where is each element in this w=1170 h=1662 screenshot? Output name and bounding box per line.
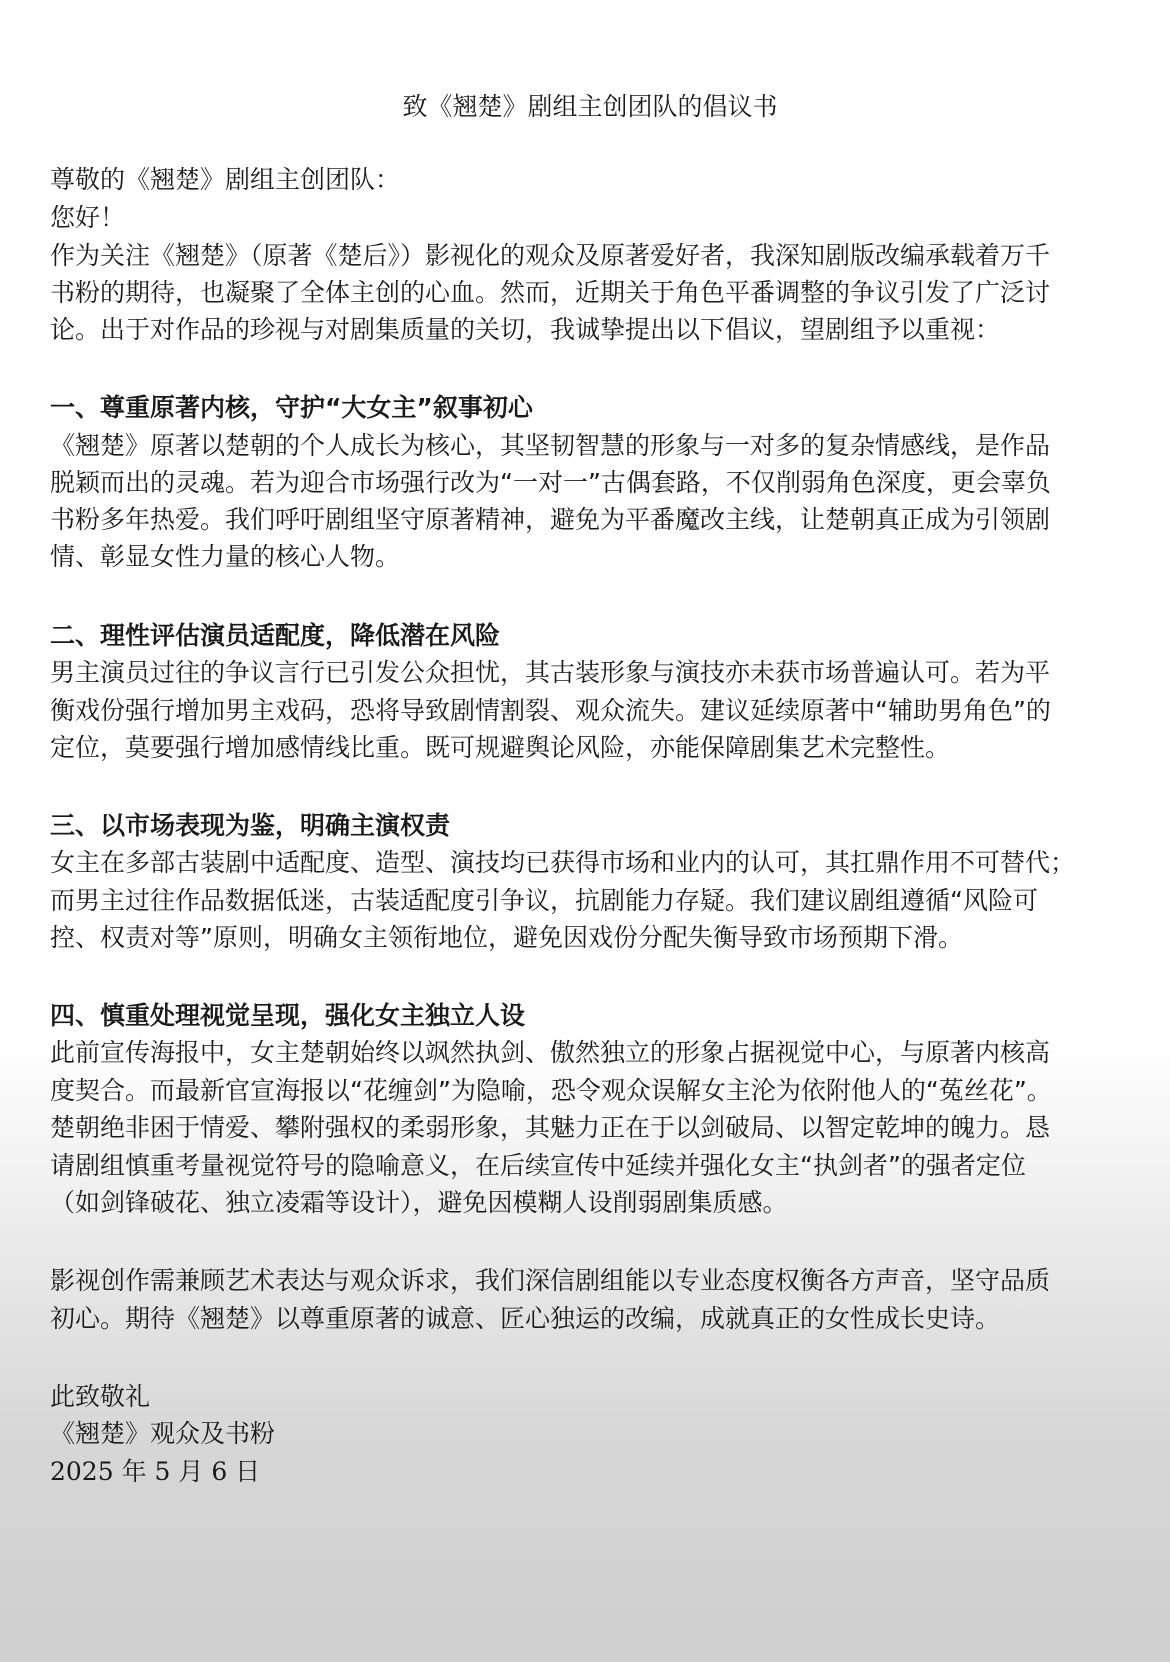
letter-date: 2025 年 5 月 6 日 — [50, 1457, 261, 1486]
section-4-line: 度契合。而最新官宣海报以“花缠剑”为隐喻，恐令观众误解女主沦为依附他人的“菟丝花”。 — [50, 1076, 1052, 1105]
section-4-line: 此前宣传海报中，女主楚朝始终以飒然执剑、傲然独立的形象占据视觉中心，与原著内核高 — [50, 1038, 1051, 1067]
intro-line: 论。出于对作品的珍视与对剧集质量的关切，我诚挚提出以下倡议，望剧组予以重视： — [50, 315, 1001, 344]
section-3-line: 控、权责对等”原则，明确女主领衔地位，避免因戏份分配失衡导致市场预期下滑。 — [50, 923, 963, 952]
section-4-line: 请剧组慎重考量视觉符号的隐喻意义，在后续宣传中延续并强化女主“执剑者”的强者定位 — [50, 1151, 1026, 1180]
section-4-line: 楚朝绝非困于情爱、攀附强权的柔弱形象，其魅力正在于以剑破局、以智定乾坤的魄力。恳 — [50, 1113, 1051, 1142]
section-3-heading: 三、以市场表现为鉴，明确主演权责 — [50, 811, 451, 840]
greeting: 您好！ — [50, 203, 126, 232]
section-1-line: 《翘楚》原著以楚朝的个人成长为核心，其坚韧智慧的形象与一对多的复杂情感线，是作品 — [50, 431, 1051, 460]
closing: 此致敬礼 — [50, 1382, 151, 1411]
section-2-line: 衡戏份强行增加男主戏码，恐将导致剧情割裂、观众流失。建议延续原著中“辅助男角色”的 — [50, 696, 1051, 725]
section-1-line: 书粉多年热爱。我们呼吁剧组坚守原著精神，避免为平番魔改主线，让楚朝真正成为引领剧 — [50, 505, 1051, 534]
section-3-line: 而男主过往作品数据低迷，古装适配度引争议，抗剧能力存疑。我们建议剧组遵循“风险可 — [50, 886, 1038, 915]
intro-line: 作为关注《翘楚》（原著《楚后》）影视化的观众及原著爱好者，我深知剧版改编承载着万千 — [50, 241, 1051, 270]
section-2-line: 男主演员过往的争议言行已引发公众担忧，其古装形象与演技亦未获市场普遍认可。若为平 — [50, 658, 1051, 687]
salutation: 尊敬的《翘楚》剧组主创团队： — [50, 165, 401, 194]
section-1-line: 情、彰显女性力量的核心人物。 — [50, 542, 401, 571]
section-1-heading: 一、尊重原著内核，守护“大女主”叙事初心 — [50, 393, 533, 422]
section-4-heading: 四、慎重处理视觉呈现，强化女主独立人设 — [50, 1001, 526, 1030]
section-1-line: 脱颖而出的灵魂。若为迎合市场强行改为“一对一”古偶套路，不仅削弱角色深度，更会辜负 — [50, 468, 1051, 497]
letter-title: 致《翘楚》剧组主创团队的倡议书 — [402, 92, 778, 121]
signature: 《翘楚》观众及书粉 — [50, 1419, 276, 1448]
conclusion-line: 初心。期待《翘楚》以尊重原著的诚意、匠心独运的改编，成就真正的女性成长史诗。 — [50, 1304, 1001, 1333]
section-2-line: 定位，莫要强行增加感情线比重。既可规避舆论风险，亦能保障剧集艺术完整性。 — [50, 733, 951, 762]
section-3-line: 女主在多部古装剧中适配度、造型、演技均已获得市场和业内的认可，其扛鼎作用不可替代； — [50, 848, 1076, 877]
section-4-line: （如剑锋破花、独立凌霜等设计），避免因模糊人设削弱剧集质感。 — [50, 1188, 788, 1217]
intro-line: 书粉的期待，也凝聚了全体主创的心血。然而，近期关于角色平番调整的争议引发了广泛讨 — [50, 278, 1051, 307]
section-2-heading: 二、理性评估演员适配度，降低潜在风险 — [50, 621, 501, 650]
conclusion-line: 影视创作需兼顾艺术表达与观众诉求，我们深信剧组能以专业态度权衡各方声音，坚守品质 — [50, 1266, 1051, 1295]
